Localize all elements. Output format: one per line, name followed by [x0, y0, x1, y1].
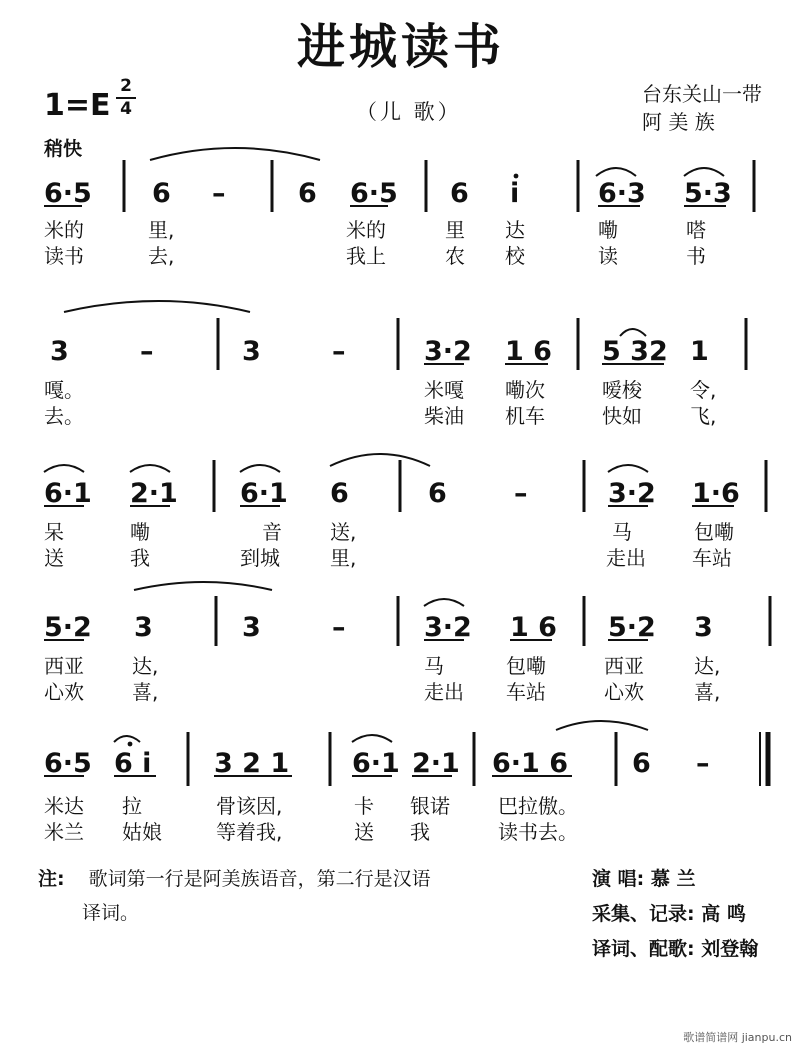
- bar-lines: [124, 160, 770, 786]
- time-bottom: 4: [120, 99, 132, 119]
- note: 5·3: [684, 178, 732, 209]
- lyric: 机车: [505, 404, 545, 428]
- slur: [684, 168, 724, 176]
- note: 6: [330, 478, 349, 509]
- note: 6·5: [44, 748, 92, 779]
- lyric: 里,: [330, 546, 357, 570]
- lyric: 送: [44, 546, 64, 570]
- slur: [596, 168, 636, 176]
- lyric: 喜,: [694, 680, 721, 704]
- lyric: 读: [598, 244, 618, 268]
- note: 3·2: [424, 612, 472, 643]
- lyric: 心欢: [604, 680, 644, 704]
- high-octave-dot: [128, 742, 133, 747]
- note: 1 6: [510, 612, 557, 643]
- slur: [620, 329, 646, 336]
- lyric: 书: [686, 244, 706, 268]
- note: 6·1: [44, 478, 92, 509]
- lyric: 米的: [44, 218, 84, 242]
- slur: [44, 465, 84, 472]
- lyric: 走出: [424, 680, 464, 704]
- lyric: 里: [445, 218, 465, 242]
- lyric: 嘞: [598, 218, 618, 242]
- footnote-label: 注:: [38, 868, 65, 890]
- note: 6: [298, 178, 317, 209]
- note: 6·1: [352, 748, 400, 779]
- lyric: 拉: [122, 794, 142, 818]
- slur: [240, 465, 280, 472]
- lyric: 去,: [148, 244, 175, 268]
- lyric: 卡: [354, 794, 374, 818]
- note: 6 i: [114, 748, 152, 779]
- lyric: 走出: [606, 546, 646, 570]
- lyric: 音: [262, 520, 282, 544]
- footnote-text-2: 译词。: [82, 902, 140, 924]
- lyric: 车站: [506, 680, 546, 704]
- lyric: 嗒: [686, 218, 706, 242]
- note: 2·1: [412, 748, 460, 779]
- lyric: 银诺: [410, 794, 450, 818]
- lyric: 送,: [330, 520, 357, 544]
- lyric: 我: [410, 820, 430, 844]
- lyric: 嘎。: [44, 378, 84, 402]
- slur: [556, 721, 648, 730]
- note: –: [332, 612, 346, 643]
- lyric: 校: [505, 244, 525, 268]
- note: 3: [134, 612, 153, 643]
- lyric: 心欢: [44, 680, 84, 704]
- lyric: 飞,: [690, 404, 717, 428]
- note: 3: [694, 612, 713, 643]
- lyric: 呆: [44, 520, 64, 544]
- lyric: 嘞次: [505, 378, 545, 402]
- note: 5·2: [44, 612, 92, 643]
- footnote-text-1: 歌词第一行是阿美族语音，第二行是汉语: [88, 868, 431, 890]
- credit-name: 慕 兰: [650, 868, 696, 890]
- key-signature: 1=E: [44, 88, 111, 123]
- lyric: 读书去。: [498, 820, 578, 844]
- source-ethnic: 阿 美 族: [642, 110, 715, 134]
- lyric: 米的: [346, 218, 386, 242]
- slur: [130, 465, 170, 472]
- lyric: 到城: [240, 546, 280, 570]
- note: 1: [690, 336, 709, 367]
- lyric: 米达: [44, 794, 84, 818]
- note: 3: [242, 336, 261, 367]
- note: 6·3: [598, 178, 646, 209]
- lyric: 包嘞: [694, 520, 734, 544]
- credit-name: 刘登翰: [701, 938, 759, 960]
- genre: （儿 歌）: [356, 100, 462, 124]
- credit-role: 演 唱:: [592, 868, 645, 890]
- high-octave-dot: [514, 174, 519, 179]
- slur: [64, 301, 250, 312]
- credit-role: 译词、配歌:: [592, 938, 695, 960]
- lyric: 读书: [44, 244, 84, 268]
- lyric: 车站: [692, 546, 732, 570]
- lyric: 喜,: [132, 680, 159, 704]
- note: 3·2: [424, 336, 472, 367]
- time-top: 2: [120, 76, 132, 96]
- lyric: 等着我,: [216, 820, 283, 844]
- credit-translator: [592, 932, 758, 967]
- note: 3·2: [608, 478, 656, 509]
- slur: [608, 465, 648, 472]
- slur: [424, 599, 464, 606]
- note: 6·1: [240, 478, 288, 509]
- lyric: 令,: [690, 378, 717, 402]
- lyric: 达,: [694, 654, 721, 678]
- note: 6: [450, 178, 469, 209]
- lyric: 米嘎: [424, 378, 464, 402]
- tempo-marking: 稍快: [44, 138, 83, 160]
- note: 6·1 6: [492, 748, 569, 779]
- lyric: 农: [445, 244, 465, 268]
- credits: [592, 862, 758, 967]
- note: 3: [242, 612, 261, 643]
- note: 1·6: [692, 478, 740, 509]
- lyric: 西亚: [604, 654, 644, 678]
- lyric: 巴拉傲。: [498, 794, 578, 818]
- slur: [330, 454, 430, 466]
- slur: [114, 736, 140, 742]
- note: –: [212, 178, 226, 209]
- note: 6: [632, 748, 651, 779]
- credit-name: 高 鸣: [701, 903, 746, 925]
- note: 6·5: [350, 178, 398, 209]
- lyric: 我上: [346, 244, 386, 268]
- footnote: [38, 862, 431, 930]
- lyric: 去。: [44, 404, 84, 428]
- underlines: [44, 206, 734, 776]
- note: 5 32: [602, 336, 668, 367]
- lyric: 里,: [148, 218, 175, 242]
- page-title: 进城读书: [296, 19, 505, 75]
- octave-dots: [128, 174, 519, 747]
- lyric: 骨该因,: [216, 794, 283, 818]
- lyric: 马: [424, 654, 444, 678]
- note: 5·2: [608, 612, 656, 643]
- note: 6·5: [44, 178, 92, 209]
- watermark: 歌谱简谱网 jianpu.cn: [683, 1031, 792, 1044]
- lyric: 嘞: [130, 520, 150, 544]
- note: –: [140, 336, 154, 367]
- slur: [150, 148, 320, 160]
- lyric: 马: [612, 520, 632, 544]
- lyric: 柴油: [424, 404, 464, 428]
- note: –: [332, 336, 346, 367]
- note: 6: [428, 478, 447, 509]
- note: 2·1: [130, 478, 178, 509]
- note: 6: [152, 178, 171, 209]
- lyric: 西亚: [44, 654, 84, 678]
- slurs: [44, 148, 724, 742]
- credit-collector: [592, 897, 758, 932]
- lyric: 我: [130, 546, 150, 570]
- credit-role: 采集、记录:: [592, 903, 695, 925]
- note: 3: [50, 336, 69, 367]
- lyric: 米兰: [44, 820, 84, 844]
- lyric: 包嘞: [506, 654, 546, 678]
- note: 1 6: [505, 336, 552, 367]
- credit-performer: [592, 862, 758, 897]
- lyric: 姑娘: [122, 820, 162, 844]
- lyric: 达: [505, 218, 525, 242]
- slur: [352, 735, 392, 742]
- lyric: 达,: [132, 654, 159, 678]
- lyric: 送: [354, 820, 374, 844]
- note: –: [514, 478, 528, 509]
- note: i: [510, 178, 520, 209]
- slur: [134, 582, 272, 590]
- source-region: 台东关山一带: [642, 82, 762, 106]
- note: –: [696, 748, 710, 779]
- lyric: 快如: [602, 404, 642, 428]
- note: 3 2 1: [214, 748, 290, 779]
- lyric: 嗳梭: [602, 378, 642, 402]
